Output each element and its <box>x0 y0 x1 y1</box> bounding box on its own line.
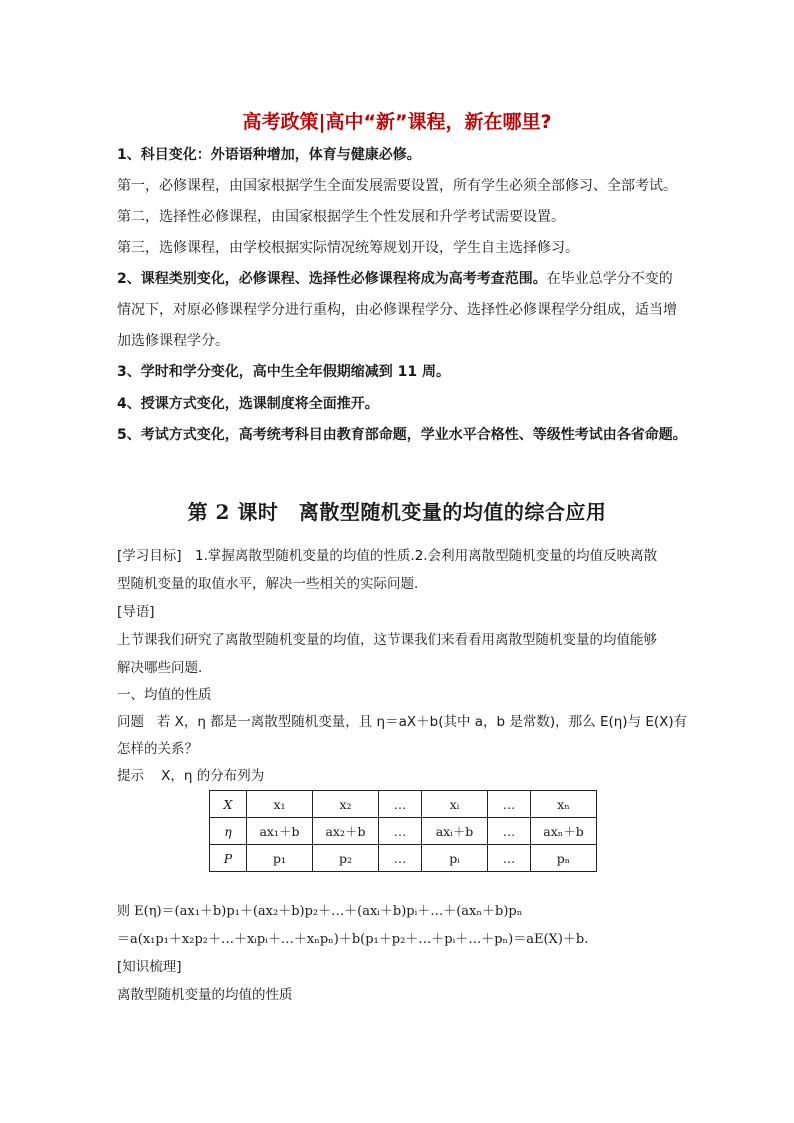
table-cell: xᵢ <box>422 791 488 818</box>
question-text: 若 X，η 都是一离散型随机变量，且 η＝aX＋b(其中 a，b 是常数)，那么 E(η)与 E(X)有 <box>156 714 688 730</box>
table-cell: P <box>210 845 247 872</box>
question-label: 问题 <box>117 714 144 730</box>
table-row <box>210 818 597 845</box>
policy-item-2-bold: 2、课程类别变化，必修课程、选择性必修课程将成为高考考查范围。 <box>117 271 547 287</box>
formula-line2: ＝a(x₁p₁＋x₂p₂＋…＋xᵢpᵢ＋…＋xₙpₙ)＋b(p₁＋p₂＋…＋pᵢ＋…＋pₙ)＝aE(X)＋b. <box>117 932 589 947</box>
intro-line2: 解决哪些问题. <box>117 660 203 676</box>
table-cell: xₙ <box>531 791 597 818</box>
hint-label: 提示 <box>117 768 144 784</box>
knowledge-label: [知识梳理] <box>117 959 182 975</box>
table-cell: p₂ <box>313 845 379 872</box>
question-line2: 怎样的关系？ <box>117 741 198 757</box>
table-cell: x₂ <box>313 791 379 818</box>
table-cell: … <box>488 845 531 872</box>
policy-item-2-line2: 情况下，对原必修课程学分进行重构，由必修课程学分、选择性必修课程学分组成，适当增 <box>117 302 677 318</box>
table-cell: x₁ <box>247 791 313 818</box>
learning-goal-line2: 型随机变量的取值水平，解决一些相关的实际问题. <box>117 576 419 592</box>
lesson-title: 第 2 课时 离散型随机变量的均值的综合应用 <box>187 500 607 524</box>
policy-item-2-rest: 在毕业总学分不变的 <box>546 271 673 287</box>
table-cell: p₁ <box>247 845 313 872</box>
policy-item-3: 3、学时和学分变化，高中生全年假期缩减到 11 周。 <box>117 364 450 380</box>
table-cell: η <box>210 818 247 845</box>
table-cell: ax₁＋b <box>247 818 313 845</box>
formula-line1: 则 E(η)＝(ax₁＋b)p₁＋(ax₂＋b)p₂＋…＋(axᵢ＋b)pᵢ＋…＋(axₙ＋b)pₙ <box>117 904 523 919</box>
table-row <box>210 845 597 872</box>
policy-item-1-third: 第三，选修课程，由学校根据实际情况统筹规划开设，学生自主选择修习。 <box>117 240 579 256</box>
hint <box>117 766 264 786</box>
table-cell: ax₂＋b <box>313 818 379 845</box>
knowledge-text: 离散型随机变量的均值的性质 <box>117 987 293 1003</box>
table-cell: … <box>488 791 531 818</box>
policy-item-1-first: 第一，必修课程，由国家根据学生全面发展需要设置，所有学生必须全部修习、全部考试。 <box>117 178 677 194</box>
policy-item-2 <box>117 269 673 289</box>
learning-goal-line1: [学习目标] 1.掌握离散型随机变量的均值的性质.2.会利用离散型随机变量的均值反映离散 <box>117 548 658 564</box>
table-cell: axₙ＋b <box>531 818 597 845</box>
table-row <box>210 791 597 818</box>
policy-item-1-second: 第二，选择性必修课程，由国家根据学生个性发展和升学考试需要设置。 <box>117 209 565 225</box>
table-cell: … <box>488 818 531 845</box>
policy-item-2-line3: 加选修课程学分。 <box>117 333 229 349</box>
policy-item-4: 4、授课方式变化，选课制度将全面推开。 <box>117 396 379 412</box>
intro-label: [导语] <box>117 604 155 620</box>
table-cell: pᵢ <box>422 845 488 872</box>
question <box>117 712 687 732</box>
policy-item-5: 5、考试方式变化，高考统考科目由教育部命题，学业水平合格性、等级性考试由各省命题。 <box>117 427 687 443</box>
table-cell: … <box>379 845 422 872</box>
distribution-table <box>209 790 597 872</box>
table-cell: X <box>210 791 247 818</box>
hint-text: X，η 的分布列为 <box>161 768 265 784</box>
policy-title: 高考政策|高中“新”课程，新在哪里? <box>242 111 552 133</box>
table-cell: … <box>379 818 422 845</box>
table-cell: axᵢ＋b <box>422 818 488 845</box>
table-cell: … <box>379 791 422 818</box>
intro-line1: 上节课我们研究了离散型随机变量的均值，这节课我们来看看用离散型随机变量的均值能够 <box>117 632 657 648</box>
section-heading: 一、均值的性质 <box>117 687 212 703</box>
policy-item-1: 1、科目变化：外语语种增加，体育与健康必修。 <box>117 147 421 163</box>
table-cell: pₙ <box>531 845 597 872</box>
